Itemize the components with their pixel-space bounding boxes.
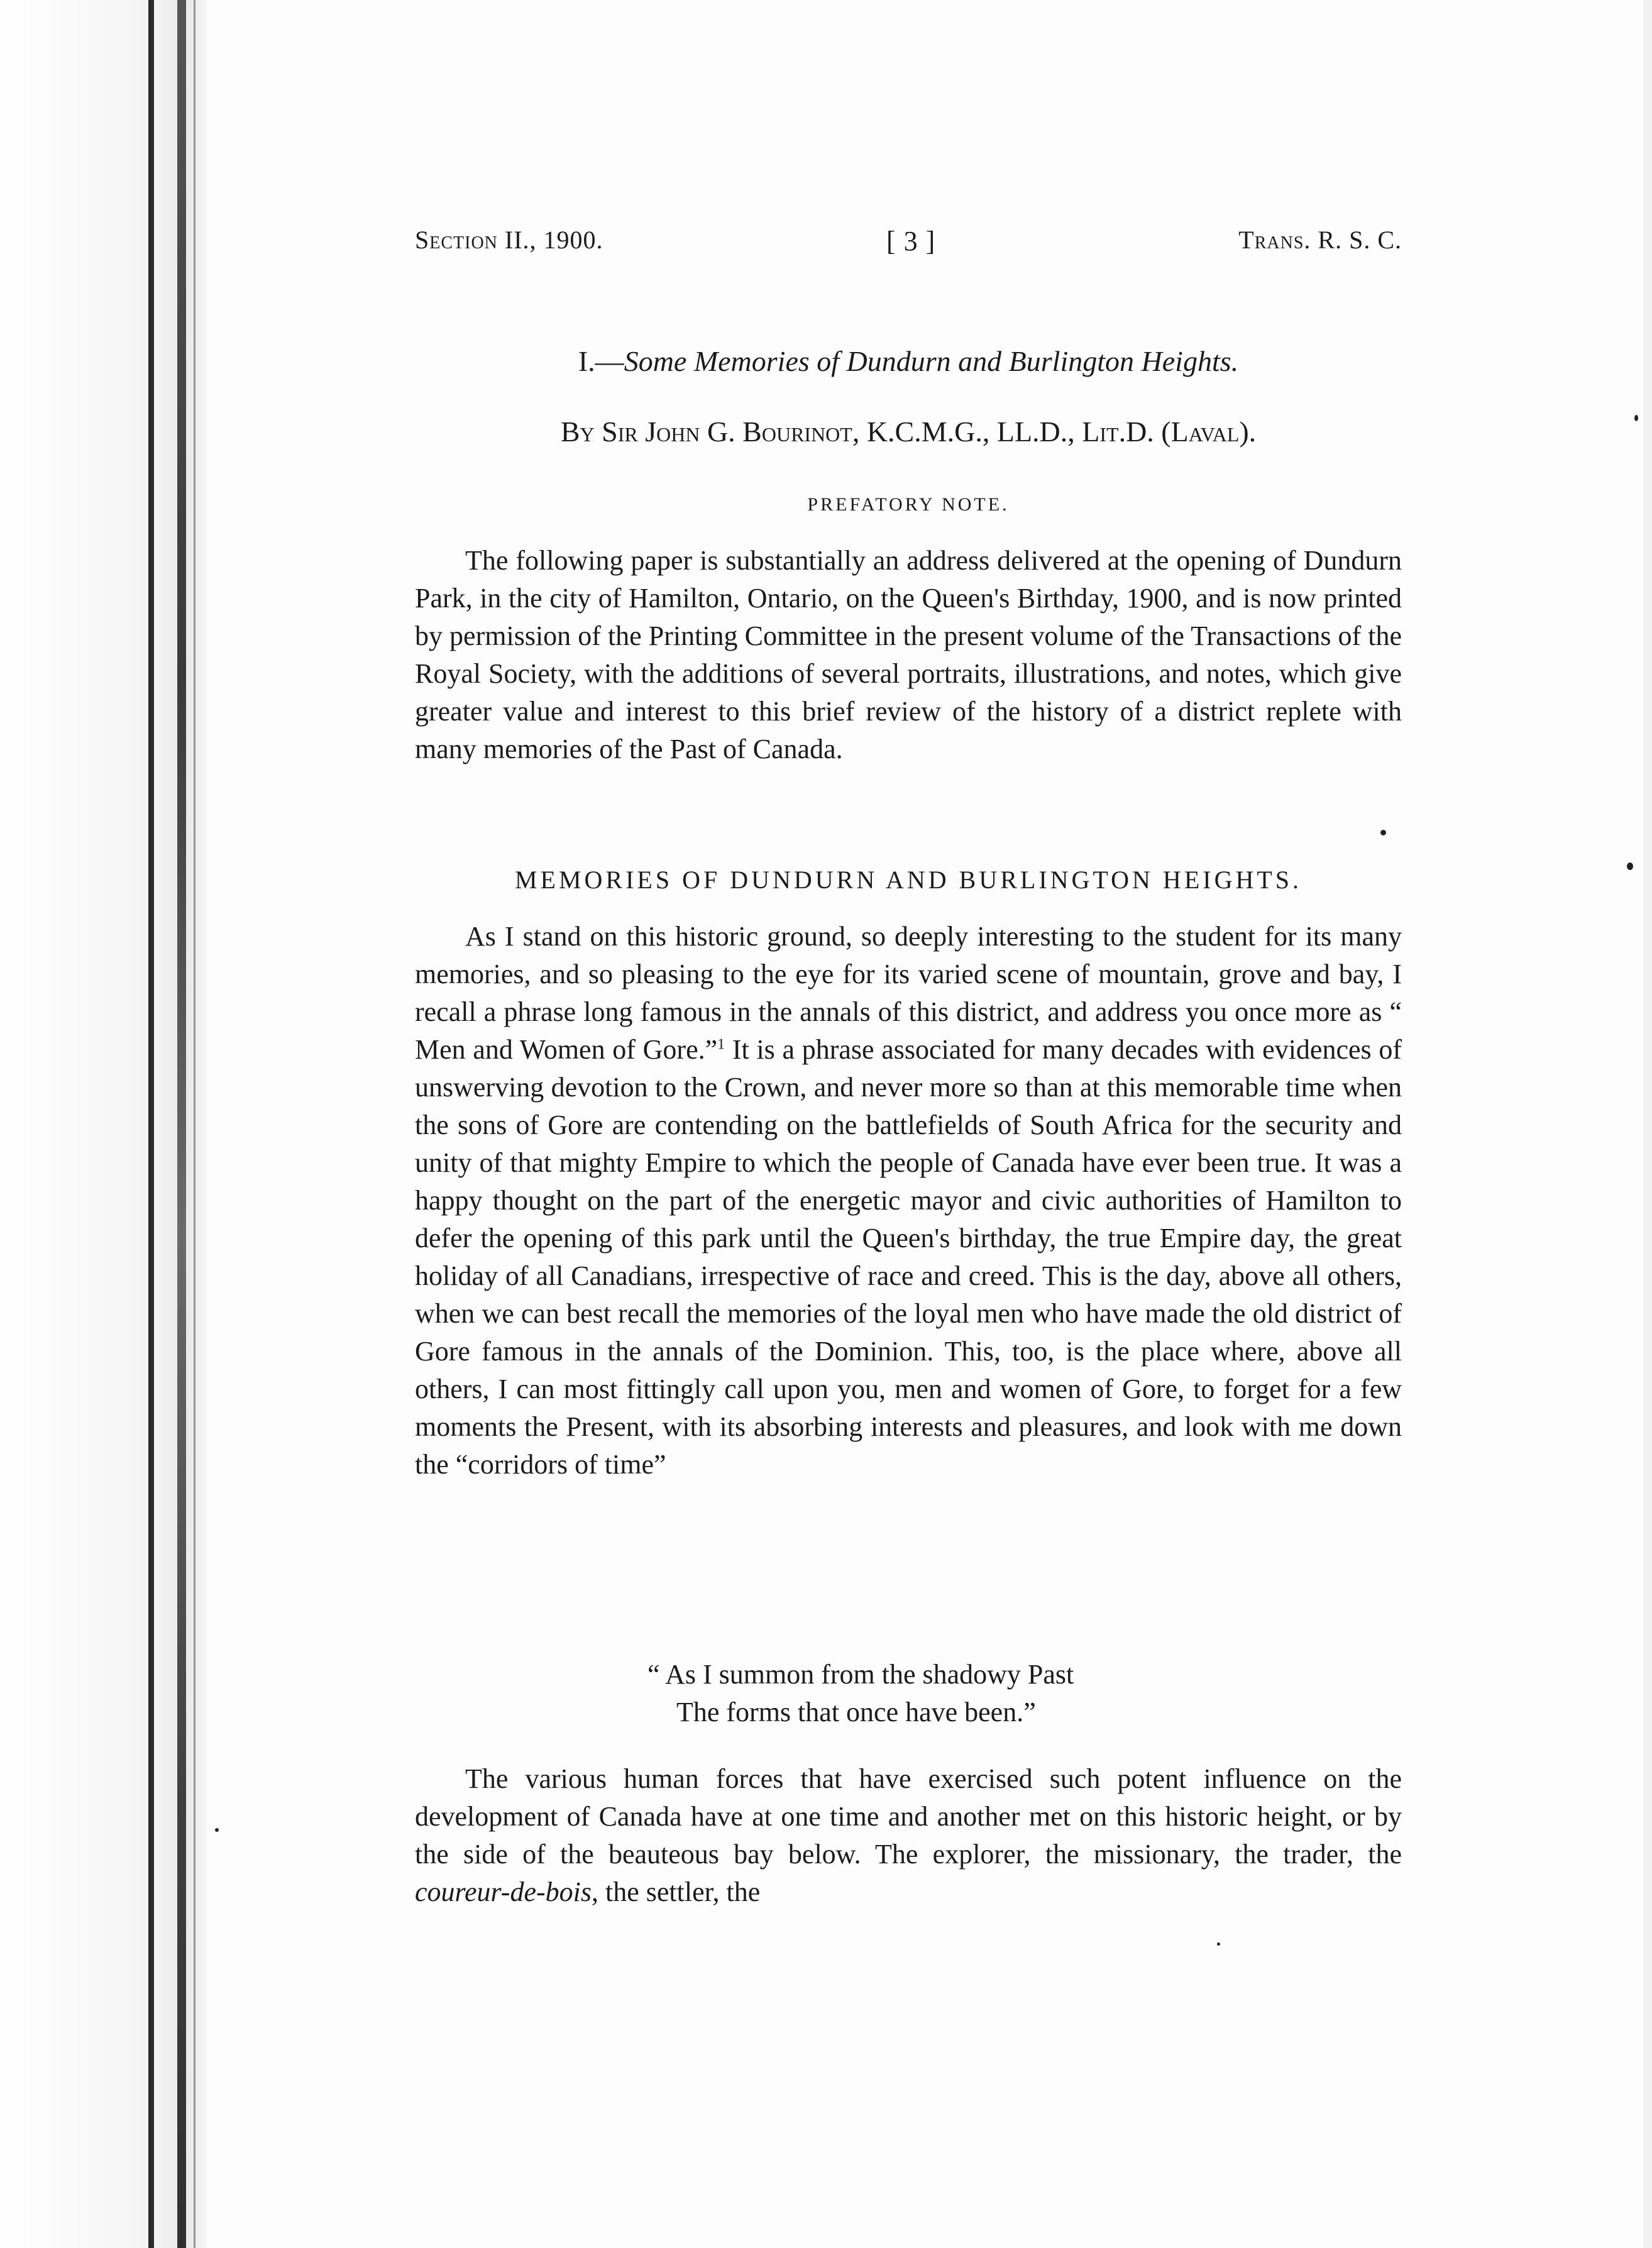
body-text: , the settler, the xyxy=(591,1876,761,1907)
body-text: As I stand on this historic ground, so deeply interesting to the student for its many memories, and so pleasing to the eye for its varied scene of mountain, grove and bay, I recall a phrase long famous in the annals of this district, and address you once more as “ Men and Women of Gore.” xyxy=(415,921,1402,1065)
section-heading: MEMORIES OF DUNDURN AND BURLINGTON HEIGHTS. xyxy=(514,866,1302,894)
scan-speck xyxy=(1634,415,1638,421)
verse-line: The forms that once have been.” xyxy=(676,1697,1036,1727)
page-number: [ 3 ] xyxy=(886,226,936,256)
page-right-edge xyxy=(1643,0,1652,2248)
verse-quote xyxy=(647,1656,1213,1731)
running-head xyxy=(415,225,1402,263)
body-text: It is a phrase associated for many decades with evidences of unswerving devotion to the Crown, and never more so than at this memorable time when the sons of Gore are contending on the battlefields of South Africa for the security and unity of that mighty Empire to which the people of Canada have ever been true. It was a happy thought on the part of the energetic mayor and civic authorities of Hamilton to defer the opening of this park until the Queen's birthday, the true Empire day, the great holiday of all Canadians, irrespective of race and creed. This is the day, above all others, when we can best recall the memories of the loyal men who have made the old district of Gore famous in the annals of the Dominion. This, too, is the place where, above all others, I can most fittingly call upon you, men and women of Gore, to forget for a few moments the Present, with its absorbing interests and pleasures, and look with me down the “corridors of time” xyxy=(415,1034,1402,1480)
scan-speck xyxy=(1380,830,1386,835)
scan-speck xyxy=(1627,862,1633,870)
verse-line: “ As I summon from the shadowy Past xyxy=(647,1659,1074,1690)
italic-term: coureur-de-bois xyxy=(415,1876,592,1907)
body-text: The various human forces that have exercised such potent influence on the development of Canada have at one time and another met on this historic height, or by the side of the beauteous bay below. The explorer, the missionary, the trader, the xyxy=(415,1763,1402,1870)
article-byline: By Sir John G. Bourinot, K.C.M.G., LL.D., Lit.D. (Laval). xyxy=(560,416,1257,448)
body-paragraph xyxy=(415,1760,1402,1911)
binding-edge-line xyxy=(148,0,154,2248)
binding-gutter xyxy=(177,0,186,2248)
scan-speck xyxy=(1217,1942,1220,1946)
running-head-section: Section II., 1900. xyxy=(415,226,603,254)
scan-speck xyxy=(215,1828,219,1832)
prefatory-heading: PREFATORY NOTE. xyxy=(807,494,1010,515)
article-title xyxy=(415,344,1402,378)
book-binding-shadow xyxy=(0,0,207,2248)
article-number: I.— xyxy=(578,345,624,377)
prefatory-paragraph: The following paper is substantially an address delivered at the opening of Dundurn Park, in the city of Hamilton, Ontario, on the Queen's Birthday, 1900, and is now printed by permission of the Printing Committee in the present volume of the Transactions of the Royal Society, with the additions of several portraits, illustrations, and notes, which give greater value and interest to this brief review of the history of a district replete with many memories of the Past of Canada. xyxy=(415,545,1402,764)
running-head-journal: Trans. R. S. C. xyxy=(1238,226,1402,254)
body-paragraph xyxy=(415,918,1402,1484)
article-title-text: Some Memories of Dundurn and Burlington Heights. xyxy=(624,345,1239,377)
footnote-ref: 1 xyxy=(717,1036,725,1053)
binding-inner-line xyxy=(194,0,195,2248)
